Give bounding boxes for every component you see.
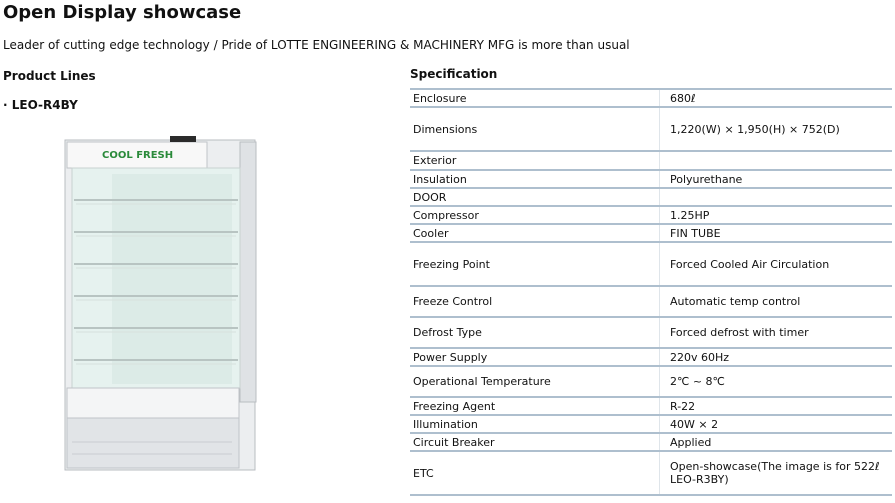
specification-heading: Specification xyxy=(410,67,498,81)
spec-row-cooler xyxy=(410,224,892,242)
spec-label: Defrost Type xyxy=(410,317,660,348)
spec-row-enclosure xyxy=(410,89,892,107)
product-lines-heading: Product Lines xyxy=(3,69,96,83)
spec-row-operational-temperature xyxy=(410,366,892,397)
product-model-label: · LEO-R4BY xyxy=(3,98,78,112)
spec-value: R-22 xyxy=(660,397,893,415)
spec-row-etc xyxy=(410,451,892,495)
spec-value: 1,220(W) × 1,950(H) × 752(D) xyxy=(660,107,893,151)
spec-row-insulation xyxy=(410,170,892,188)
spec-label: ETC xyxy=(410,451,660,495)
spec-row-circuit-breaker xyxy=(410,433,892,451)
spec-value: Applied xyxy=(660,433,893,451)
spec-label: Power Supply xyxy=(410,348,660,366)
spec-label: Cooler xyxy=(410,224,660,242)
spec-row-freezing-point xyxy=(410,242,892,286)
spec-row-exterior xyxy=(410,151,892,170)
specification-table xyxy=(410,88,892,496)
page-title: Open Display showcase xyxy=(3,2,242,23)
spec-label: Compressor xyxy=(410,206,660,224)
brand-logo: COOL FRESH xyxy=(102,150,174,161)
spec-value xyxy=(660,151,893,170)
spec-label: Operational Temperature xyxy=(410,366,660,397)
spec-row-illumination xyxy=(410,415,892,433)
spec-label: Circuit Breaker xyxy=(410,433,660,451)
spec-row-defrost-type xyxy=(410,317,892,348)
spec-value: Polyurethane xyxy=(660,170,893,188)
spec-label: Insulation xyxy=(410,170,660,188)
spec-label: DOOR xyxy=(410,188,660,206)
spec-label: Freezing Agent xyxy=(410,397,660,415)
spec-label: Exterior xyxy=(410,151,660,170)
spec-row-freezing-agent xyxy=(410,397,892,415)
page-subtitle: Leader of cutting edge technology / Pride of LOTTE ENGINEERING & MACHINERY MFG is more than usual xyxy=(3,38,630,52)
spec-value xyxy=(660,188,893,206)
spec-row-dimensions xyxy=(410,107,892,151)
spec-value: 220v 60Hz xyxy=(660,348,893,366)
product-image xyxy=(62,132,262,474)
spec-value: 40W × 2 xyxy=(660,415,893,433)
spec-value: Forced defrost with timer xyxy=(660,317,893,348)
spec-row-compressor xyxy=(410,206,892,224)
spec-label: Dimensions xyxy=(410,107,660,151)
spec-value: 1.25HP xyxy=(660,206,893,224)
spec-row-door xyxy=(410,188,892,206)
spec-row-freeze-control xyxy=(410,286,892,317)
spec-label: Enclosure xyxy=(410,89,660,107)
spec-label: Illumination xyxy=(410,415,660,433)
spec-row-power-supply xyxy=(410,348,892,366)
showcase-illustration xyxy=(62,132,262,474)
spec-label: Freeze Control xyxy=(410,286,660,317)
spec-value: 680ℓ xyxy=(660,89,893,107)
spec-value: 2℃ ~ 8℃ xyxy=(660,366,893,397)
spec-value: Automatic temp control xyxy=(660,286,893,317)
spec-label: Freezing Point xyxy=(410,242,660,286)
spec-value: Forced Cooled Air Circulation xyxy=(660,242,893,286)
spec-value: FIN TUBE xyxy=(660,224,893,242)
spec-value: Open-showcase(The image is for 522ℓ LEO-R3BY) xyxy=(660,451,893,495)
